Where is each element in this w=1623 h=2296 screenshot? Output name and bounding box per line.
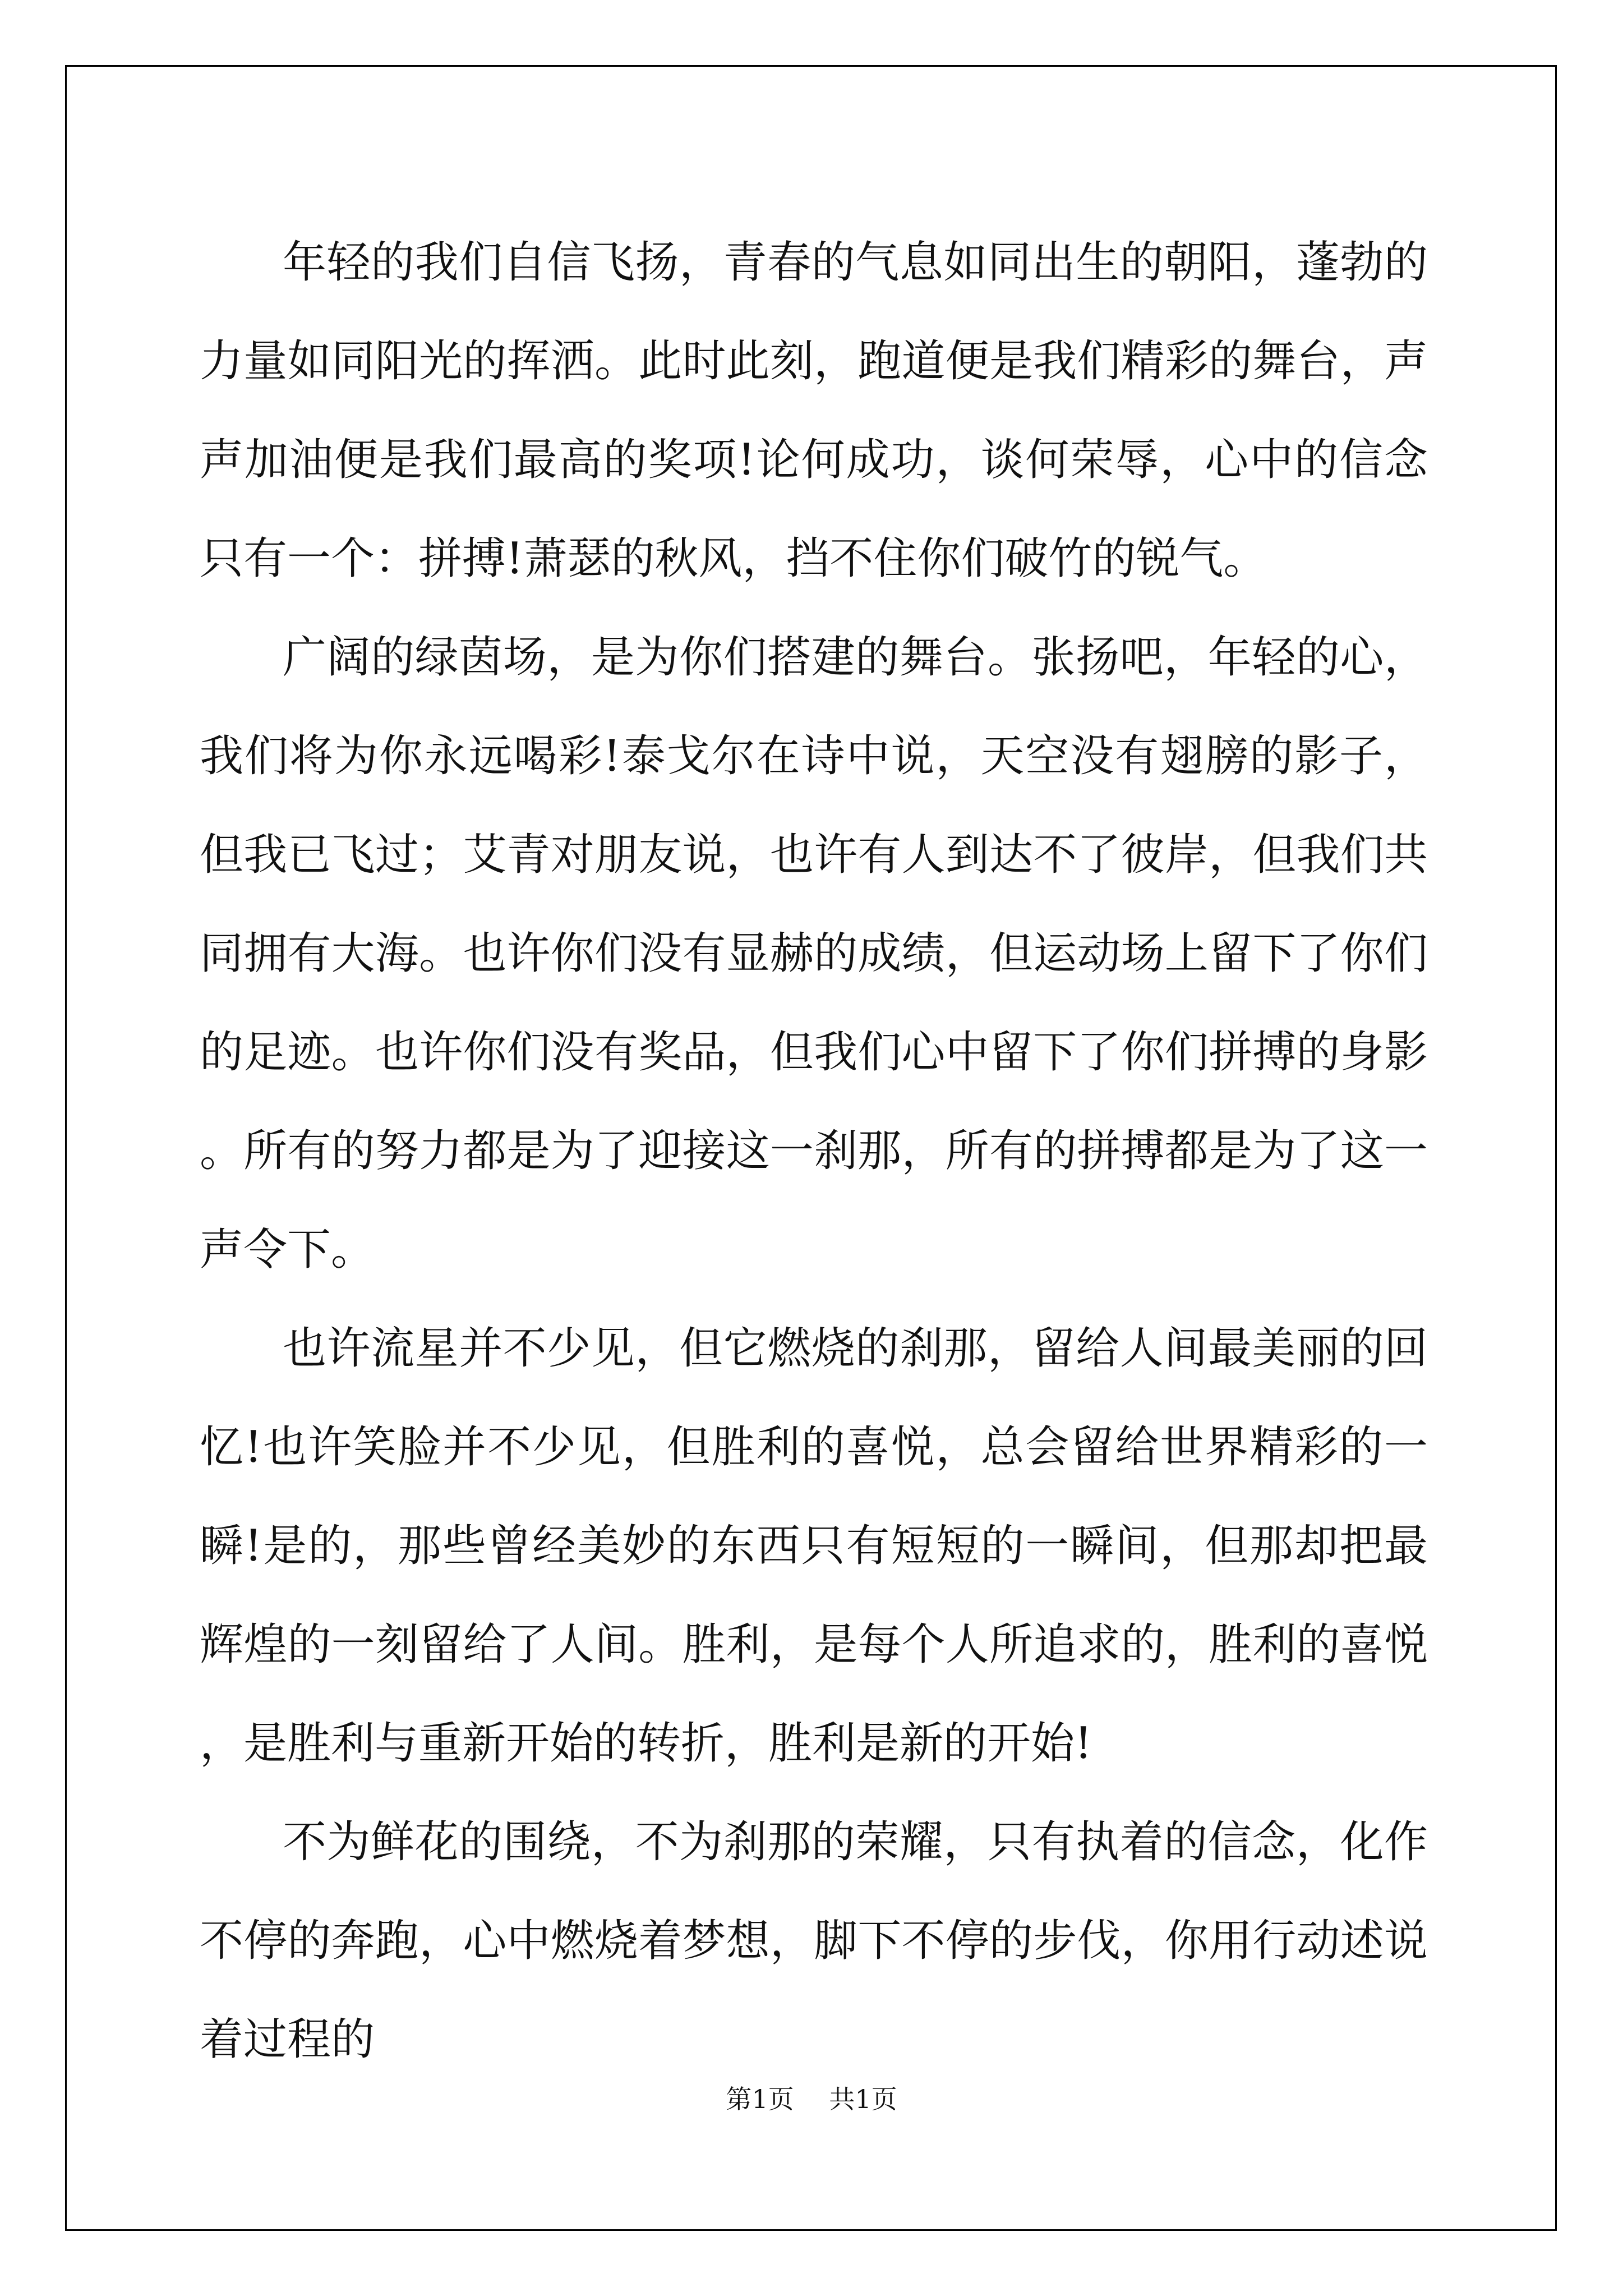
document-body [200, 213, 1428, 2089]
page-footer [0, 2082, 1623, 2116]
paragraph: 广阔的绿茵场，是为你们搭建的舞台。张扬吧，年轻的心，我们将为你永远喝彩!泰戈尔在诗中说，天空没有翅膀的影子，但我已飞过；艾青对朋友说，也许有人到达不了彼岸，但我们共同拥有大海。也许你们没有显赫的成绩，但运动场上留下了你们的足迹。也许你们没有奖品，但我们心中留下了你们拼搏的身影。所有的努力都是为了迎接这一刹那，所有的拼搏都是为了这一声令下。 [200, 632, 1428, 1275]
total-pages: 共1页 [829, 2084, 897, 2114]
paragraph: 也许流星并不少见，但它燃烧的刹那，留给人间最美丽的回忆!也许笑脸并不少见，但胜利的喜悦，总会留给世界精彩的一瞬!是的，那些曾经美妙的东西只有短短的一瞬间，但那却把最辉煌的一刻留给了人间。胜利，是每个人所追求的，胜利的喜悦，是胜利与重新开始的转折，胜利是新的开始! [200, 1323, 1428, 1769]
paragraph: 年轻的我们自信飞扬，青春的气息如同出生的朝阳，蓬勃的力量如同阳光的挥洒。此时此刻，跑道便是我们精彩的舞台，声声加油便是我们最高的奖项!论何成功，谈何荣辱，心中的信念只有一个：拼搏!萧瑟的秋风，挡不住你们破竹的锐气。 [200, 237, 1428, 584]
paragraph: 不为鲜花的围绕，不为刹那的荣耀，只有执着的信念，化作不停的奔跑，心中燃烧着梦想，脚下不停的步伐，你用行动述说着过程的 [200, 1817, 1428, 2065]
page-number: 第1页 [726, 2084, 794, 2114]
